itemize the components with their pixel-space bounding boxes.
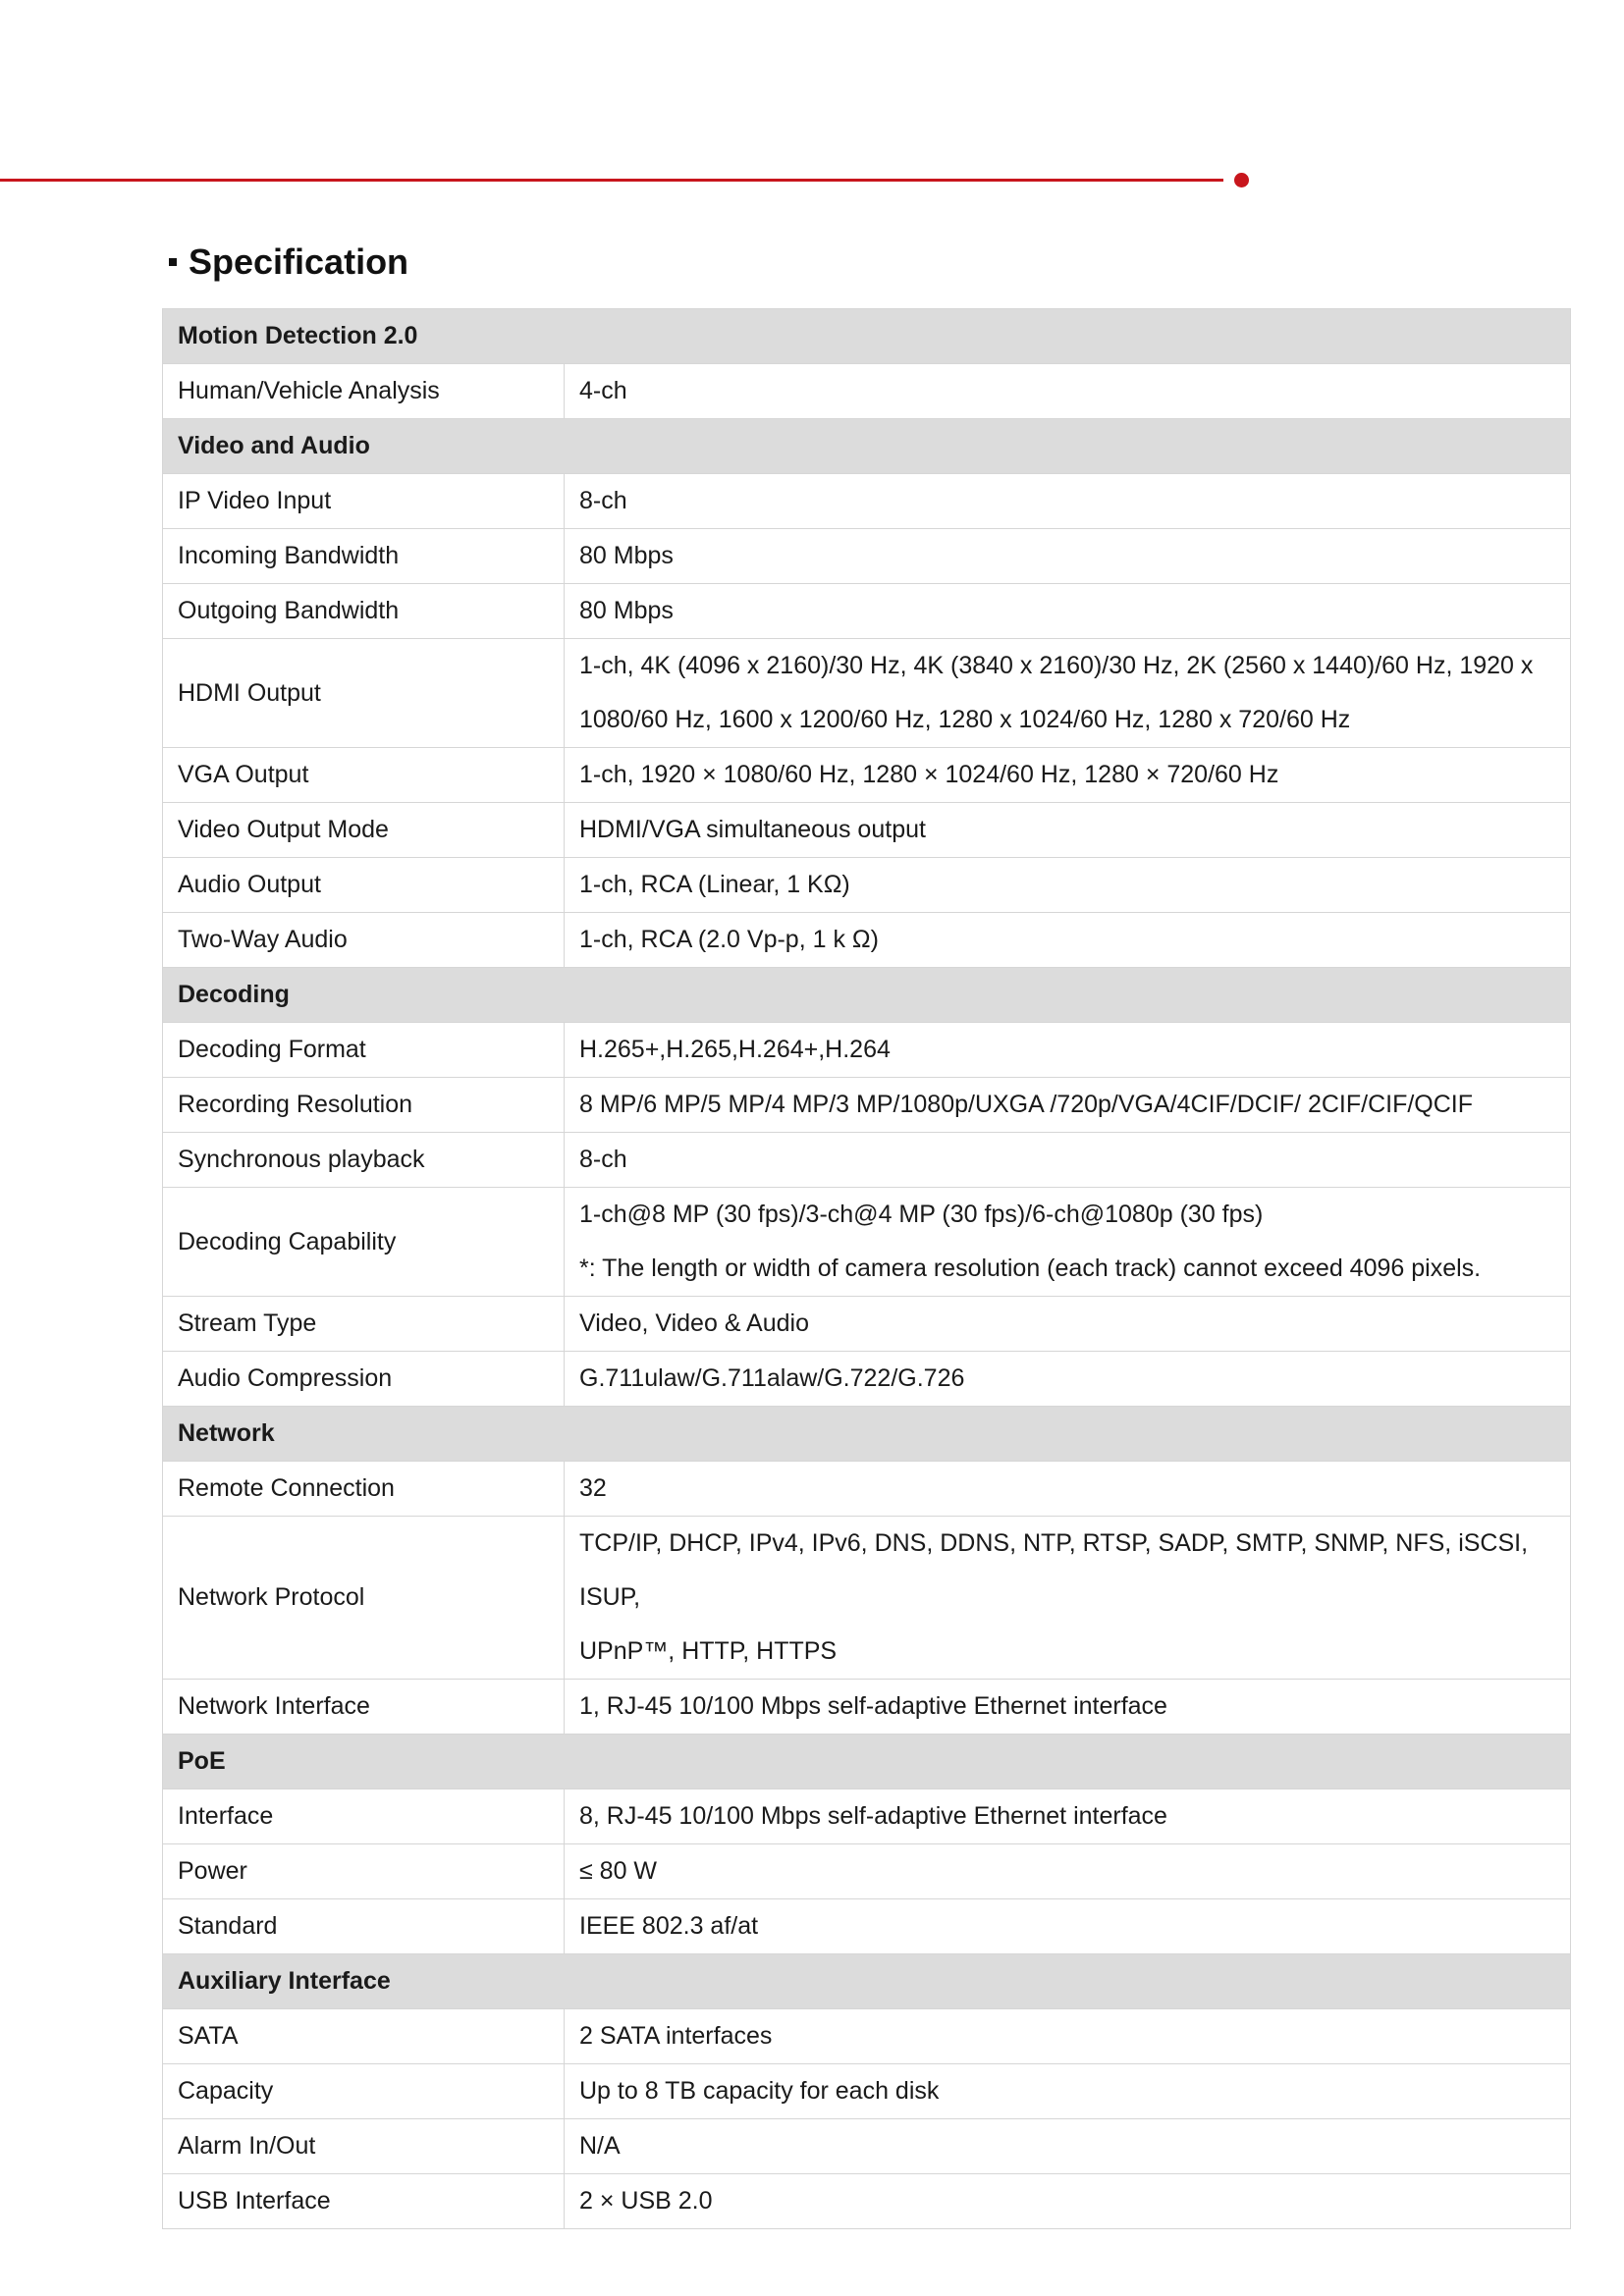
spec-value-line: 4-ch — [579, 377, 627, 404]
spec-row — [163, 1352, 1571, 1407]
spec-value — [565, 2009, 1571, 2064]
spec-label: Incoming Bandwidth — [163, 529, 565, 584]
spec-label: Two-Way Audio — [163, 913, 565, 968]
spec-label: Alarm In/Out — [163, 2119, 565, 2174]
spec-value — [565, 2174, 1571, 2229]
spec-value — [565, 913, 1571, 968]
spec-row — [163, 1023, 1571, 1078]
spec-value-line: 2 × USB 2.0 — [579, 2187, 713, 2215]
spec-label: Network Protocol — [163, 1517, 565, 1680]
spec-value-line: 1-ch, RCA (Linear, 1 KΩ) — [579, 871, 850, 898]
spec-row — [163, 364, 1571, 419]
spec-label: USB Interface — [163, 2174, 565, 2229]
spec-label: Interface — [163, 1789, 565, 1844]
spec-row — [163, 1789, 1571, 1844]
spec-value — [565, 639, 1571, 748]
spec-value-line: Video, Video & Audio — [579, 1309, 809, 1337]
spec-value-line: H.265+,H.265,H.264+,H.264 — [579, 1036, 891, 1063]
spec-label: Outgoing Bandwidth — [163, 584, 565, 639]
spec-table-body — [163, 309, 1571, 2229]
spec-value — [565, 1517, 1571, 1680]
spec-value-line: 8, RJ-45 10/100 Mbps self-adaptive Ethernet interface — [579, 1802, 1167, 1830]
category-label: PoE — [163, 1735, 1571, 1789]
spec-value — [565, 1789, 1571, 1844]
header-rule — [0, 179, 1223, 182]
spec-label: Audio Output — [163, 858, 565, 913]
category-row — [163, 1407, 1571, 1462]
category-row — [163, 419, 1571, 474]
spec-table — [162, 308, 1571, 2229]
spec-value-line: 32 — [579, 1474, 607, 1502]
spec-value-line: HDMI/VGA simultaneous output — [579, 816, 926, 843]
spec-value — [565, 1899, 1571, 1954]
category-label: Motion Detection 2.0 — [163, 309, 1571, 364]
spec-value — [565, 1078, 1571, 1133]
spec-row — [163, 858, 1571, 913]
spec-label: Capacity — [163, 2064, 565, 2119]
spec-value-line: 1-ch, RCA (2.0 Vp-p, 1 k Ω) — [579, 926, 879, 953]
spec-value-line: N/A — [579, 2132, 621, 2160]
spec-label: HDMI Output — [163, 639, 565, 748]
spec-label: Stream Type — [163, 1297, 565, 1352]
spec-row — [163, 2174, 1571, 2229]
spec-label: Video Output Mode — [163, 803, 565, 858]
spec-value — [565, 2119, 1571, 2174]
section-title-text: Specification — [189, 241, 409, 282]
category-label: Network — [163, 1407, 1571, 1462]
spec-value — [565, 1680, 1571, 1735]
spec-row — [163, 2064, 1571, 2119]
category-row — [163, 1735, 1571, 1789]
spec-row — [163, 1680, 1571, 1735]
spec-row — [163, 1517, 1571, 1680]
spec-row — [163, 1844, 1571, 1899]
spec-label: Recording Resolution — [163, 1078, 565, 1133]
category-label: Auxiliary Interface — [163, 1954, 1571, 2009]
header-dot — [1234, 173, 1249, 187]
spec-value-line: UPnP™, HTTP, HTTPS — [579, 1637, 838, 1665]
spec-value-line: 1-ch@8 MP (30 fps)/3-ch@4 MP (30 fps)/6-ch@1080p (30 fps) — [579, 1201, 1264, 1228]
spec-value — [565, 1188, 1571, 1297]
spec-row — [163, 803, 1571, 858]
spec-value — [565, 1023, 1571, 1078]
spec-label: VGA Output — [163, 748, 565, 803]
category-row — [163, 309, 1571, 364]
spec-value-line: ≤ 80 W — [579, 1857, 658, 1885]
spec-value — [565, 1462, 1571, 1517]
spec-value — [565, 474, 1571, 529]
spec-row — [163, 748, 1571, 803]
spec-row — [163, 1188, 1571, 1297]
spec-value-line: *: The length or width of camera resolution (each track) cannot exceed 4096 pixels. — [579, 1255, 1482, 1282]
spec-value-line: 8 MP/6 MP/5 MP/4 MP/3 MP/1080p/UXGA /720p/VGA/4CIF/DCIF/ 2CIF/CIF/QCIF — [579, 1091, 1473, 1118]
spec-row — [163, 913, 1571, 968]
spec-label: Network Interface — [163, 1680, 565, 1735]
spec-label: Standard — [163, 1899, 565, 1954]
spec-value-line: 80 Mbps — [579, 597, 674, 624]
spec-row — [163, 639, 1571, 748]
spec-value-line: 1080/60 Hz, 1600 x 1200/60 Hz, 1280 x 1024/60 Hz, 1280 x 720/60 Hz — [579, 706, 1351, 733]
spec-value-line: 80 Mbps — [579, 542, 674, 569]
spec-value-line: Up to 8 TB capacity for each disk — [579, 2077, 940, 2105]
spec-value-line: TCP/IP, DHCP, IPv4, IPv6, DNS, DDNS, NTP, RTSP, SADP, SMTP, SNMP, NFS, iSCSI, ISUP, — [579, 1529, 1529, 1611]
square-bullet-icon — [169, 258, 177, 266]
spec-value — [565, 2064, 1571, 2119]
spec-row — [163, 2119, 1571, 2174]
spec-value — [565, 1844, 1571, 1899]
spec-label: Decoding Capability — [163, 1188, 565, 1297]
spec-value-line: 1-ch, 4K (4096 x 2160)/30 Hz, 4K (3840 x 2160)/30 Hz, 2K (2560 x 1440)/60 Hz, 1920 x — [579, 652, 1534, 679]
spec-row — [163, 2009, 1571, 2064]
spec-value-line: 1-ch, 1920 × 1080/60 Hz, 1280 × 1024/60 Hz, 1280 × 720/60 Hz — [579, 761, 1279, 788]
spec-row — [163, 584, 1571, 639]
spec-label: SATA — [163, 2009, 565, 2064]
spec-label: Decoding Format — [163, 1023, 565, 1078]
spec-value-line: 8-ch — [579, 487, 627, 514]
spec-value-line: IEEE 802.3 af/at — [579, 1912, 759, 1940]
spec-value — [565, 1352, 1571, 1407]
spec-label: Power — [163, 1844, 565, 1899]
spec-value — [565, 803, 1571, 858]
section-title — [169, 241, 408, 283]
spec-value-line: 1, RJ-45 10/100 Mbps self-adaptive Ethernet interface — [579, 1692, 1167, 1720]
spec-value — [565, 1133, 1571, 1188]
category-row — [163, 1954, 1571, 2009]
spec-value — [565, 1297, 1571, 1352]
spec-row — [163, 1078, 1571, 1133]
spec-label: Synchronous playback — [163, 1133, 565, 1188]
spec-value — [565, 748, 1571, 803]
spec-label: IP Video Input — [163, 474, 565, 529]
category-row — [163, 968, 1571, 1023]
spec-value — [565, 529, 1571, 584]
spec-value — [565, 364, 1571, 419]
spec-row — [163, 1462, 1571, 1517]
category-label: Decoding — [163, 968, 1571, 1023]
spec-row — [163, 1133, 1571, 1188]
spec-value — [565, 584, 1571, 639]
spec-label: Audio Compression — [163, 1352, 565, 1407]
spec-row — [163, 1297, 1571, 1352]
spec-row — [163, 474, 1571, 529]
spec-label: Human/Vehicle Analysis — [163, 364, 565, 419]
spec-value-line: G.711ulaw/G.711alaw/G.722/G.726 — [579, 1364, 965, 1392]
spec-label: Remote Connection — [163, 1462, 565, 1517]
spec-row — [163, 1899, 1571, 1954]
spec-row — [163, 529, 1571, 584]
spec-value-line: 8-ch — [579, 1146, 627, 1173]
spec-value — [565, 858, 1571, 913]
spec-value-line: 2 SATA interfaces — [579, 2022, 773, 2050]
category-label: Video and Audio — [163, 419, 1571, 474]
